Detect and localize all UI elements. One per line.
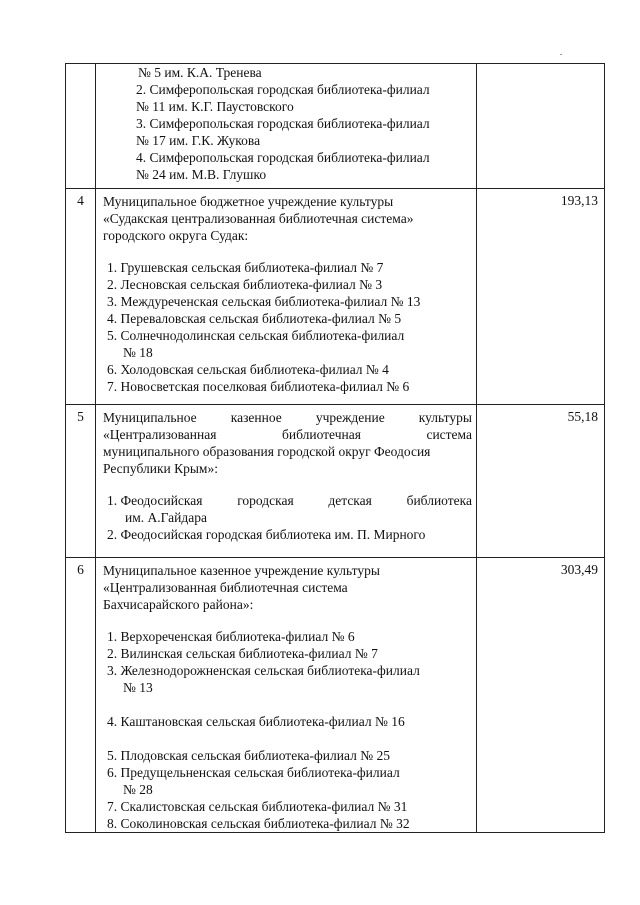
header-line: «Судакская централизованная библиотечная система» (103, 211, 414, 226)
institution-header (96, 189, 476, 244)
list-item: 3. Междуреченская сельская библиотека-филиал № 13 (107, 294, 421, 309)
list-item: 5. Плодовская сельская библиотека-филиал № 25 (107, 748, 390, 763)
institution-header (96, 558, 476, 613)
item-word: детская (328, 493, 372, 508)
header-line: муниципального образования городской округ Феодосия (103, 444, 431, 459)
list-item-continuation: им. А.Гайдара (125, 510, 207, 525)
row-number: 4 (66, 189, 96, 405)
header-word: «Централизованная (103, 427, 217, 442)
row-number: 5 (66, 405, 96, 558)
row-value: 303,49 (477, 558, 605, 833)
header-line (103, 426, 472, 443)
list-line: № 17 им. Г.К. Жукова (136, 133, 261, 148)
table-row (66, 189, 605, 405)
row-description-cell (96, 558, 477, 833)
header-line (103, 409, 472, 426)
list-line: 4. Симферопольская городская библиотека-филиал (136, 150, 430, 165)
list-item: 2. Вилинская сельская библиотека-филиал № 7 (107, 646, 378, 661)
list-item: 6. Предущельненская сельская библиотека-филиал (107, 765, 400, 780)
list-item-continuation: № 28 (123, 782, 153, 797)
branch-list (96, 259, 476, 395)
table-row (66, 405, 605, 558)
header-word: система (426, 427, 472, 442)
list-item: 7. Скалистовская сельская библиотека-филиал № 31 (107, 799, 408, 814)
list-item: 8. Соколиновская сельская библиотека-филиал № 32 (107, 816, 410, 831)
institution-header (96, 405, 476, 477)
list-item (107, 492, 472, 509)
item-word: библиотека (406, 493, 472, 508)
header-line: «Централизованная библиотечная система (103, 580, 348, 595)
branch-list (96, 492, 476, 543)
header-line: Республики Крым»: (103, 461, 218, 476)
row-value-cell (477, 64, 605, 189)
header-word: культуры (418, 410, 472, 425)
header-word: Муниципальное (103, 410, 197, 425)
list-item: 6. Холодовская сельская библиотека-филиал № 4 (107, 362, 389, 377)
row-description-cell (96, 64, 477, 189)
branch-list (96, 628, 476, 832)
list-item: 1. Верхореченская библиотека-филиал № 6 (107, 629, 355, 644)
library-table (65, 63, 605, 833)
table-row (66, 64, 605, 189)
row-value: 193,13 (477, 189, 605, 405)
table-row (66, 558, 605, 833)
list-item: 1. Грушевская сельская библиотека-филиал № 7 (107, 260, 384, 275)
row-number-cell (66, 64, 96, 189)
row-description-cell (96, 189, 477, 405)
header-word: библиотечная (281, 427, 361, 442)
header-line: Муниципальное казенное учреждение культуры (103, 563, 380, 578)
scan-speck (560, 54, 562, 55)
list-line: № 24 им. М.В. Глушко (136, 167, 267, 182)
list-item: 4. Каштановская сельская библиотека-филиал № 16 (107, 714, 405, 729)
list-item: 7. Новосветская поселковая библиотека-филиал № 6 (107, 379, 410, 394)
item-word: городская (237, 493, 294, 508)
item-word: 1. Феодосийская (107, 493, 203, 508)
list-item: 2. Феодосийская городская библиотека им. П. Мирного (107, 527, 426, 542)
list-line: 2. Симферопольская городская библиотека-филиал (136, 82, 430, 97)
list-line: № 11 им. К.Г. Паустовского (136, 99, 294, 114)
header-line: Муниципальное бюджетное учреждение культуры (103, 194, 394, 209)
row-description-cell (96, 405, 477, 558)
list-item: 5. Солнечнодолинская сельская библиотека-филиал (107, 328, 405, 343)
list-line: № 5 им. К.А. Тренева (138, 65, 262, 80)
list-line: 3. Симферопольская городская библиотека-филиал (136, 116, 430, 131)
list-item-continuation: № 13 (123, 680, 153, 695)
list-item: 3. Железнодорожненская сельская библиотека-филиал (107, 663, 420, 678)
list-item: 2. Лесновская сельская библиотека-филиал № 3 (107, 277, 383, 292)
list-item-continuation: № 18 (123, 345, 153, 360)
list-item: 4. Перевaловская сельская библиотека-филиал № 5 (107, 311, 402, 326)
header-line: городского округа Судак: (103, 228, 249, 243)
row-number: 6 (66, 558, 96, 833)
header-line: Бахчисарайского района»: (103, 597, 254, 612)
header-word: казенное (230, 410, 282, 425)
header-word: учреждение (315, 410, 385, 425)
row-value: 55,18 (477, 405, 605, 558)
